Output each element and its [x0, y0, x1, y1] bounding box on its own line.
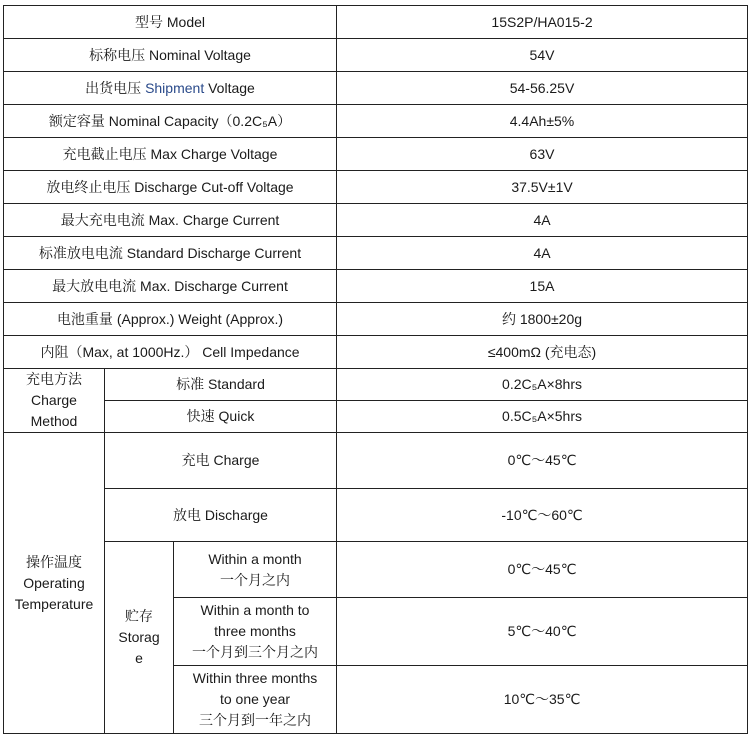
- storage-period-3-label: [174, 666, 337, 734]
- standard-discharge-current-value: 4A: [337, 237, 748, 270]
- table-row: [4, 6, 748, 39]
- storage-period-line: Within three months: [192, 670, 318, 686]
- weight-label: 电池重量 (Approx.) Weight (Approx.): [4, 303, 337, 336]
- table-row: [4, 369, 748, 401]
- max-discharge-current-value: 15A: [337, 270, 748, 303]
- table-row: [4, 138, 748, 171]
- storage-period-line: 一个月到三个月之内: [192, 644, 318, 660]
- table-row: [4, 303, 748, 336]
- table-row: [4, 489, 748, 542]
- cell-impedance-value: ≤400mΩ (充电态): [337, 336, 748, 369]
- nominal-voltage-value: 54V: [337, 39, 748, 72]
- model-value: 15S2P/HA015-2: [337, 6, 748, 39]
- storage-label-en1: Storag: [118, 629, 160, 645]
- max-discharge-current-label: 最大放电电流 Max. Discharge Current: [4, 270, 337, 303]
- table-row: [4, 542, 748, 598]
- discharge-cutoff-voltage-label: 放电终止电压 Discharge Cut-off Voltage: [4, 171, 337, 204]
- max-charge-voltage-value: 63V: [337, 138, 748, 171]
- storage-period-line: Within a month to: [200, 602, 310, 618]
- temp-discharge-value: -10℃～60℃: [337, 489, 748, 542]
- storage-period-line: 三个月到一年之内: [199, 712, 311, 728]
- storage-period-1-label: [174, 542, 337, 598]
- model-label: 型号 Model: [4, 6, 337, 39]
- operating-temperature-label-cn: 操作温度: [26, 553, 82, 570]
- storage-period-2-value: 5℃～40℃: [337, 598, 748, 666]
- operating-temperature-label-en1: Operating: [23, 574, 85, 591]
- charge-method-label-cn: 充电方法: [26, 371, 82, 387]
- max-charge-current-value: 4A: [337, 204, 748, 237]
- storage-label-cn: 贮存: [125, 608, 153, 624]
- table-row: [4, 39, 748, 72]
- charge-method-label: [4, 369, 105, 433]
- storage-period-line: Within a month: [208, 550, 302, 567]
- charge-standard-label: 标准 Standard: [105, 369, 337, 401]
- weight-value: 约 1800±20g: [337, 303, 748, 336]
- table-row: [4, 270, 748, 303]
- shipment-voltage-label: [4, 72, 337, 105]
- max-charge-voltage-label: 充电截止电压 Max Charge Voltage: [4, 138, 337, 171]
- nominal-voltage-label: 标称电压 Nominal Voltage: [4, 39, 337, 72]
- battery-spec-table: [3, 5, 748, 734]
- storage-period-line: to one year: [219, 691, 291, 707]
- storage-period-3-value: 10℃～35℃: [337, 666, 748, 734]
- table-row: [4, 336, 748, 369]
- operating-temperature-label: [4, 433, 105, 734]
- table-row: [4, 401, 748, 433]
- shipment-voltage-label-en: Shipment: [145, 79, 205, 96]
- cell-impedance-label: 内阻（Max, at 1000Hz.） Cell Impedance: [4, 336, 337, 369]
- charge-quick-label: 快速 Quick: [105, 401, 337, 433]
- charge-standard-value: 0.2C₅A×8hrs: [337, 369, 748, 401]
- standard-discharge-current-label: 标准放电电流 Standard Discharge Current: [4, 237, 337, 270]
- table-row: [4, 237, 748, 270]
- nominal-capacity-label: 额定容量 Nominal Capacity（0.2C₅A）: [4, 105, 337, 138]
- max-charge-current-label: 最大充电电流 Max. Charge Current: [4, 204, 337, 237]
- storage-period-line: three months: [214, 623, 296, 639]
- storage-period-1-value: 0℃～45℃: [337, 542, 748, 598]
- table-row: [4, 171, 748, 204]
- charge-quick-value: 0.5C₅A×5hrs: [337, 401, 748, 433]
- table-row: [4, 105, 748, 138]
- table-row: [4, 72, 748, 105]
- storage-label-en2: e: [135, 650, 143, 666]
- temp-charge-label: 充电 Charge: [105, 433, 337, 489]
- table-row: [4, 204, 748, 237]
- temp-discharge-label: 放电 Discharge: [105, 489, 337, 542]
- shipment-voltage-label-cn: 出货电压: [85, 79, 146, 96]
- charge-method-label-en1: Charge: [31, 392, 77, 408]
- temp-charge-value: 0℃～45℃: [337, 433, 748, 489]
- operating-temperature-label-en2: Temperature: [14, 595, 94, 612]
- storage-period-line: 一个月之内: [220, 571, 290, 588]
- storage-label: [105, 542, 174, 734]
- charge-method-label-en2: Method: [30, 413, 78, 429]
- discharge-cutoff-voltage-value: 37.5V±1V: [337, 171, 748, 204]
- table-row: [4, 433, 748, 489]
- shipment-voltage-label-rest: Voltage: [204, 79, 255, 96]
- shipment-voltage-value: 54-56.25V: [337, 72, 748, 105]
- storage-period-2-label: [174, 598, 337, 666]
- nominal-capacity-value: 4.4Ah±5%: [337, 105, 748, 138]
